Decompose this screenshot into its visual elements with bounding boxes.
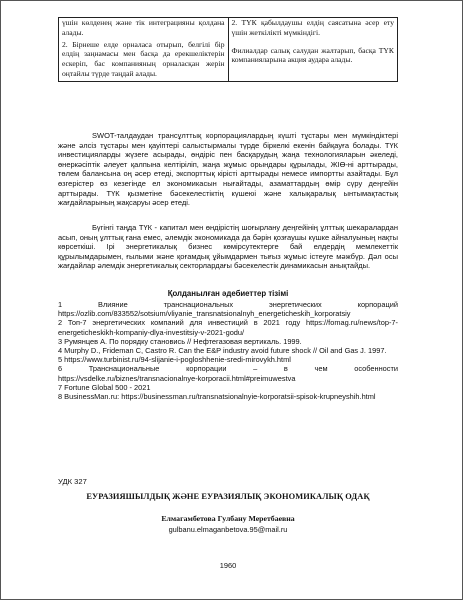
table-row (59, 18, 398, 82)
reference-item (58, 383, 398, 392)
swot-right-item: Филиалдар салық салудан жалтарып, басқа ТҮК компанияларына акция аудара алады. (231, 45, 394, 65)
reference-text: 8 BusinessMan.ru: https://businessman.ru/transnatsionalnyie-korporatsii-spisok-krupneyshih.html (58, 392, 376, 402)
reference-item (58, 337, 398, 346)
article-title: ЕУРАЗИЯШЫЛДЫҚ ЖӘНЕ ЕУРАЗИЯЛЫҚ ЭКОНОМИКАЛЫҚ ОДАҚ (86, 492, 370, 501)
reference-text: 5 https://www.turbinist.ru/94-slijanie-i-pogloshhenie-sredi-mirovykh.html (58, 355, 291, 365)
swot-left-item: үшін көлденең және тік интеграцияны қолдана алады. (62, 18, 225, 37)
reference-text: 2 Топ-7 энергетических компаний для инвестиций в 2021 году https://fomag.ru/news/top-7-energeticheskikh-kompaniy-dlya-investitsiy-v-2021-godu/ (58, 318, 398, 337)
reference-text: 4 Murphy D., Frideman C, Castro R. Can the E&P industry avoid future shock // Oil and Gas J. 1997. (58, 346, 387, 356)
references-title: Қолданылған әдебиеттер тізімі (167, 289, 289, 298)
page-number: 1960 (219, 561, 237, 570)
author-email: gulbanu.elmaganbetova.95@mail.ru (168, 525, 288, 534)
reference-item (58, 392, 398, 401)
swot-table (58, 17, 398, 82)
author-name: Елмагамбетова Гулбану Меретбаевна (161, 514, 295, 523)
reference-item (58, 355, 398, 364)
reference-text: 1 Влияние транснациональных энергетических корпораций (58, 300, 398, 309)
reference-item (58, 318, 398, 336)
swot-left-item: 2. Бірнеше елде орналаса отырып, белгілі бір елдің заңнамасы мен басқа да ерекшеліктерін ескеріп, бас компанияның орналасқан жерін оңтайлы түрде таңдай алады. (62, 39, 225, 78)
swot-cell-left (59, 18, 229, 82)
reference-item (58, 346, 398, 355)
references-list (58, 300, 398, 401)
reference-item (58, 300, 398, 318)
reference-text: 6 Транснациональные корпорации – в чем особенности (58, 364, 398, 374)
body-paragraph: SWOT-талдаудан трансұлттық корпорациялардың күшті тұстары мен мүмкіндіктері және әлсіз тұстары мен қауіптері салыстырмалы түрде біркелкі екенін байқауға болады. ТҮК инвестицияларды жүзеге асырады, өндіріс пен басқарудың жаңа технологияларын әкеледі, өнеркәсіптік әлеует қалпына келтіріліп, жаңа жұмыс орындары құрылады, ЖІӨ-ні арттырады, төлем балансына оң әсер етеді, экспорттық кірісті арттырады немесе импортты азайтады. Бұл өзгерістер өз кезегінде ел экономикасын нығайтады, азаматтардың өмір сүру деңгейін арттырады. ТҮК қызметіне бәсекелестіктің күшеюі және халықаралық ынтымақтастық жағдайларының жақсаруы әсер етеді. (58, 131, 398, 208)
reference-url[interactable]: https://ozlib.com/833552/sotsium/vliyanie_transnatsionalnyh_energeticheskih_korporatsiy (58, 309, 351, 319)
swot-right-item: 2. ТҮК қабылдаушы елдің саясатына әсер ету үшін жеткілікті мүмкіндігі. (231, 18, 394, 37)
swot-cell-right (228, 18, 398, 82)
reference-url[interactable]: https://vsdelke.ru/biznes/transnacionalnye-korporacii.html#preimuwestva (58, 373, 296, 383)
reference-item (58, 364, 398, 382)
reference-text: 3 Румянцев А. По порядку становись // Нефтегазовая вертикаль. 1999. (58, 336, 302, 346)
body-paragraph: Бүгінгі таңда ТҮК - капитал мен өндірістің шоғырлану деңгейінің ұлттық шекаралардан асып, оның ұлттық ғана емес, әлемдік экономикада да бәрін қозғаушы күшке айналуының нақты көрсеткіші. Ірі энергетикалық бизнес көмірсутектерге бай елдердің мемлекеттік құрылымдарымен, ғылыми және қоғамдық ұйымдармен тығыз жұмыс істеуге мәжбүр. Дәл осы жағдайлар әлемдік энергетикалық секторлардағы бәсекелестік динамикасын анықтайды. (58, 223, 398, 271)
reference-text: 7 Fortune Global 500 - 2021 (58, 382, 151, 392)
udk-code: УДК 327 (58, 477, 87, 486)
